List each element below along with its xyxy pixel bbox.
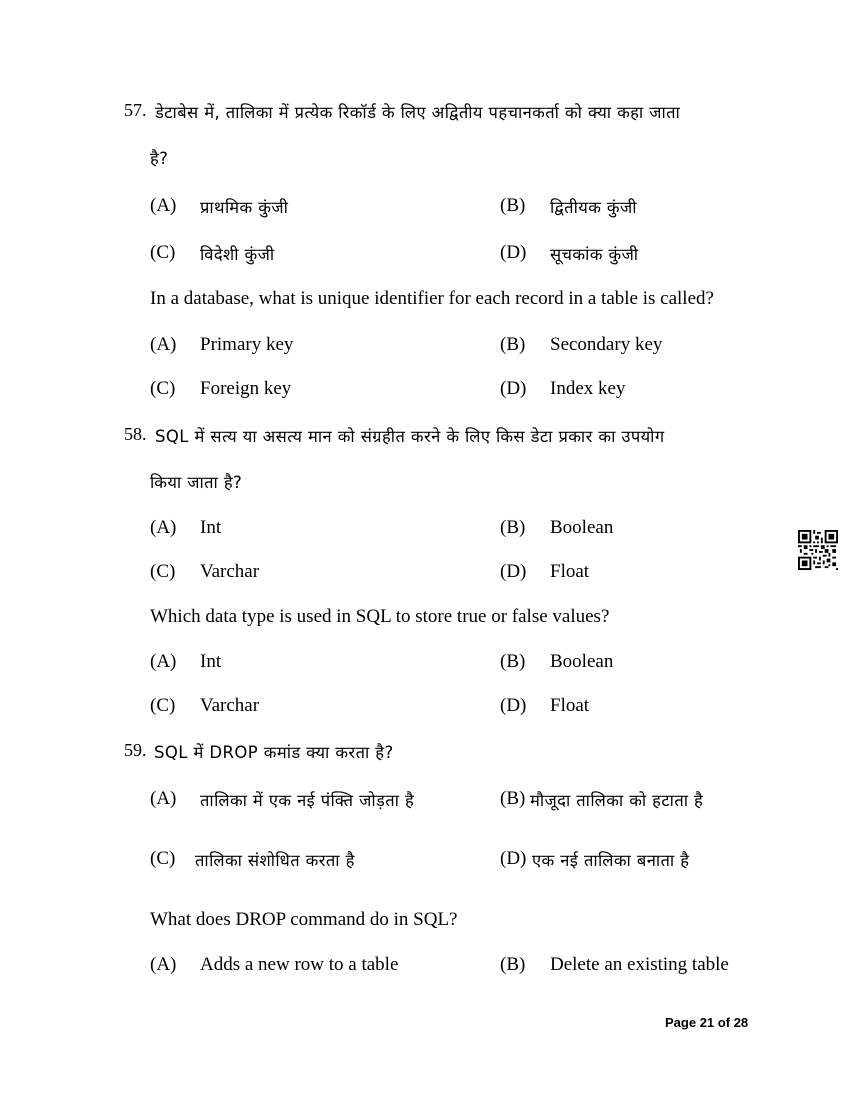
q59-hi-option-d-label: (D) <box>500 848 527 869</box>
q59-hi-option-a: तालिका में एक नई पंक्ति जोड़ता है <box>200 791 415 810</box>
q58-en-option-d: Float <box>550 695 590 716</box>
question-57-english: In a database, what is unique identifier for each record in a table is called? <box>150 288 714 309</box>
q58-en-option-c: Varchar <box>200 695 260 716</box>
question-57-number: 57. <box>124 100 147 120</box>
q57-en-option-b-label: (B) <box>500 334 526 355</box>
q59-hi-option-a-label: (A) <box>150 788 177 809</box>
q58-hi-option-c: Varchar <box>200 561 260 582</box>
q58-hi-option-c-label: (C) <box>150 561 176 582</box>
q58-hi-option-d: Float <box>550 561 590 582</box>
question-58-number: 58. <box>124 424 147 444</box>
q57-en-option-d-label: (D) <box>500 378 527 399</box>
q58-en-option-c-label: (C) <box>150 695 176 716</box>
question-57-hindi-line1: डेटाबेस में, तालिका में प्रत्येक रिकॉर्ड के लिए अद्वितीय पहचानकर्ता को क्या कहा जाता <box>155 103 681 122</box>
q59-hi-option-b: मौजूदा तालिका को हटाता है <box>530 791 704 810</box>
page-of: of <box>717 1015 731 1030</box>
page-prefix: Page <box>665 1015 697 1030</box>
question-57-hindi-line2: है? <box>150 149 169 168</box>
question-59-english: What does DROP command do in SQL? <box>150 909 458 930</box>
q59-en-option-b-label: (B) <box>500 954 526 975</box>
q57-hi-option-c-label: (C) <box>150 242 176 263</box>
q58-hi-option-b: Boolean <box>550 517 614 538</box>
q57-hi-option-a: प्राथमिक कुंजी <box>200 198 289 217</box>
q57-en-option-a-label: (A) <box>150 334 177 355</box>
q58-en-option-b-label: (B) <box>500 651 526 672</box>
page-number <box>665 1015 748 1030</box>
q57-hi-option-d: सूचकांक कुंजी <box>550 245 639 264</box>
q57-en-option-a: Primary key <box>200 334 294 355</box>
q57-en-option-d: Index key <box>550 378 626 399</box>
q57-hi-option-d-label: (D) <box>500 242 527 263</box>
q57-hi-option-b-label: (B) <box>500 195 526 216</box>
page-current: 21 <box>699 1015 715 1030</box>
q57-hi-option-b: द्वितीयक कुंजी <box>550 198 637 217</box>
q58-hi-option-b-label: (B) <box>500 517 526 538</box>
question-58-hindi-line2: किया जाता है? <box>150 473 243 492</box>
q58-hi-option-d-label: (D) <box>500 561 527 582</box>
q58-en-option-a: Int <box>200 651 222 672</box>
q57-en-option-b: Secondary key <box>550 334 663 355</box>
q58-hi-option-a-label: (A) <box>150 517 177 538</box>
q59-hi-option-d: एक नई तालिका बनाता है <box>532 851 690 870</box>
q57-en-option-c-label: (C) <box>150 378 176 399</box>
q58-hi-option-a: Int <box>200 517 222 538</box>
q59-en-option-a: Adds a new row to a table <box>200 954 399 975</box>
q58-en-option-a-label: (A) <box>150 651 177 672</box>
q59-en-option-b: Delete an existing table <box>550 954 729 975</box>
q59-hi-option-b-label: (B) <box>500 788 526 809</box>
q57-en-option-c: Foreign key <box>200 378 292 399</box>
question-58-english: Which data type is used in SQL to store true or false values? <box>150 606 610 627</box>
question-59-number: 59. <box>124 740 147 760</box>
q59-hi-option-c-label: (C) <box>150 848 176 869</box>
q57-hi-option-a-label: (A) <box>150 195 177 216</box>
question-58-hindi-line1: SQL में सत्य या असत्य मान को संग्रहीत करने के लिए किस डेटा प्रकार का उपयोग <box>155 427 665 446</box>
page-total: 28 <box>733 1015 749 1030</box>
q59-hi-option-c: तालिका संशोधित करता है <box>195 851 355 870</box>
q58-en-option-b: Boolean <box>550 651 614 672</box>
q57-hi-option-c: विदेशी कुंजी <box>200 245 275 264</box>
q58-en-option-d-label: (D) <box>500 695 527 716</box>
question-59-hindi-line1: SQL में DROP कमांड क्या करता है? <box>154 743 394 762</box>
q59-en-option-a-label: (A) <box>150 954 177 975</box>
qr-code-icon <box>798 530 838 570</box>
